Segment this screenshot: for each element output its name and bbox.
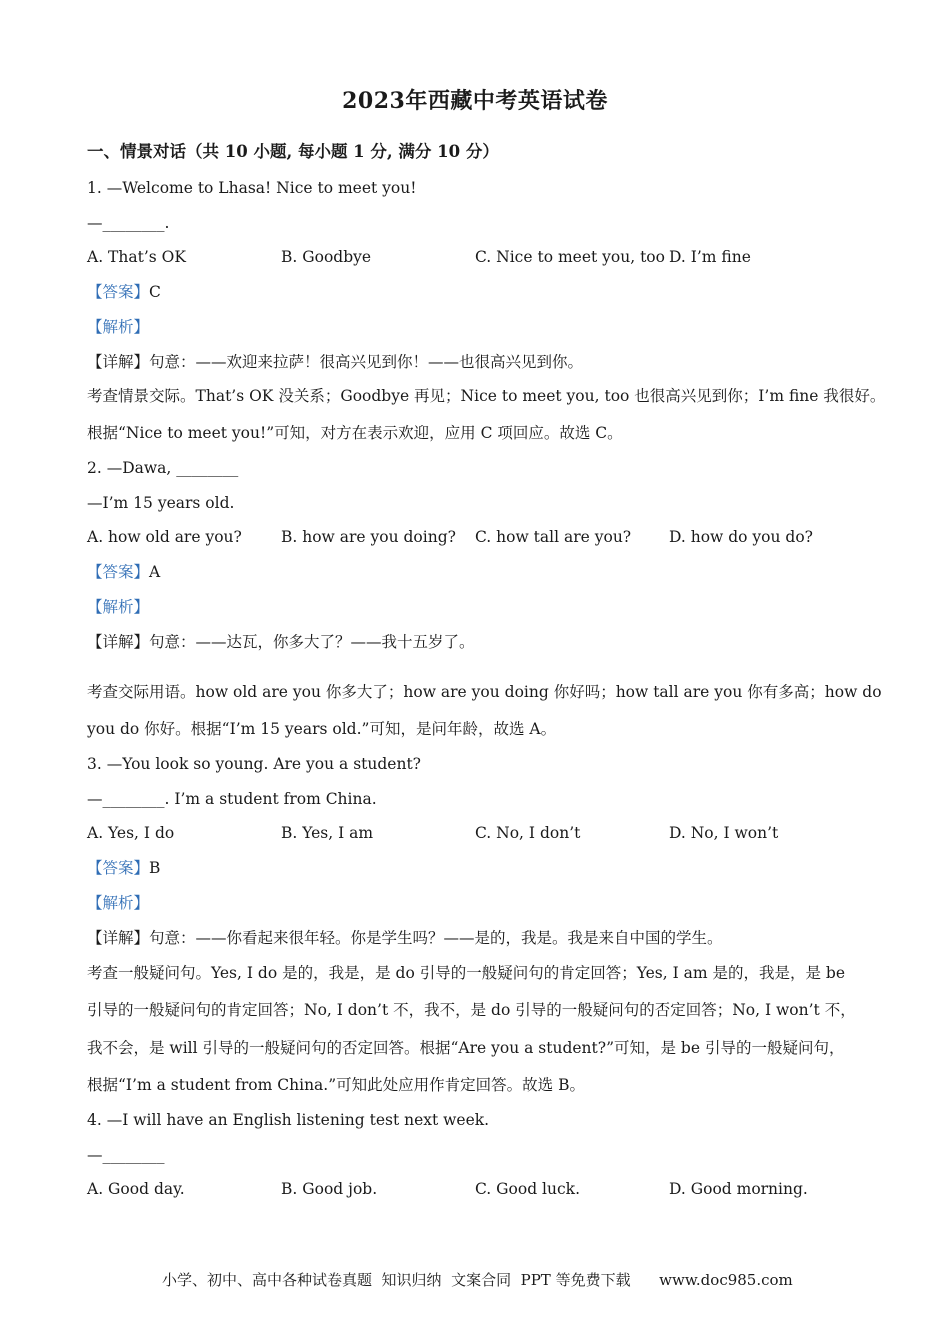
- answer-tag: 【答案】: [87, 859, 150, 877]
- question-2-detail: [87, 632, 475, 652]
- question-3-explain-line: 根据“I’m a student from China.”可知此处应用作肯定回答。故选 B。: [87, 1076, 585, 1094]
- answer-tag: 【答案】: [87, 283, 150, 301]
- question-1-explain-line: 考查情景交际。That’s OK 没关系；Goodbye 再见；Nice to meet you, too 也很高兴见到你；I’m fine 我很好。: [87, 387, 886, 405]
- answer-value: C: [149, 283, 161, 301]
- question-1-option-b: B. Goodbye: [281, 248, 372, 266]
- question-2-option-d: D. how do you do?: [669, 528, 813, 546]
- question-2-reply: —I’m 15 years old.: [87, 494, 235, 512]
- question-1-option-d: D. I’m fine: [669, 248, 751, 266]
- question-2-analysis-tag: 【解析】: [87, 598, 150, 616]
- answer-tag: 【答案】: [87, 563, 150, 581]
- question-3-explain-line: 考查一般疑问句。Yes, I do 是的，我是，是 do 引导的一般疑问句的肯定回答；Yes, I am 是的，我是，是 be: [87, 964, 846, 982]
- detail-text: 句意：——达瓦，你多大了？——我十五岁了。: [149, 633, 475, 651]
- question-1-answer: [87, 282, 161, 302]
- answer-value: B: [149, 859, 161, 877]
- question-2-option-b: B. how are you doing?: [281, 528, 456, 546]
- question-1-option-c: C. Nice to meet you, too: [475, 248, 665, 266]
- detail-tag: 【详解】: [87, 353, 150, 371]
- question-1-detail: [87, 352, 583, 372]
- question-3-stem: 3. —You look so young. Are you a student?: [87, 755, 421, 773]
- question-3-explain-line: 引导的一般疑问句的肯定回答；No, I don’t 不，我不，是 do 引导的一般疑问句的否定回答；No, I won’t 不，: [87, 1001, 856, 1019]
- detail-tag: 【详解】: [87, 633, 150, 651]
- question-2-explain-line: 考查交际用语。how old are you 你多大了；how are you doing 你好吗；how tall are you 你有多高；how do: [87, 683, 882, 701]
- question-3-option-b: B. Yes, I am: [281, 824, 374, 842]
- question-4-reply: —________: [87, 1146, 165, 1164]
- question-3-answer: [87, 858, 160, 878]
- question-1-reply: —________.: [87, 214, 170, 232]
- question-3-detail: [87, 928, 723, 948]
- question-1-analysis-tag: 【解析】: [87, 318, 150, 336]
- question-3-explain-line: 我不会，是 will 引导的一般疑问句的否定回答。根据“Are you a student?”可知，是 be 引导的一般疑问句，: [87, 1039, 845, 1057]
- page-footer: 小学、初中、高中各种试卷真题 知识归纳 文案合同 PPT 等免费下载 www.doc985.com: [162, 1271, 793, 1289]
- question-4-option-a: A. Good day.: [87, 1180, 185, 1198]
- question-3-reply: —________. I’m a student from China.: [87, 790, 377, 808]
- question-3-analysis-tag: 【解析】: [87, 894, 150, 912]
- question-2-option-a: A. how old are you?: [87, 528, 242, 546]
- question-1-explain-line: 根据“Nice to meet you!”可知，对方在表示欢迎，应用 C 项回应。故选 C。: [87, 424, 623, 442]
- question-4-option-c: C. Good luck.: [475, 1180, 580, 1198]
- section-heading: 一、情景对话（共 10 小题, 每小题 1 分, 满分 10 分）: [87, 142, 499, 161]
- question-3-option-d: D. No, I won’t: [669, 824, 779, 842]
- page-title: 2023年西藏中考英语试卷: [342, 88, 608, 114]
- question-2-stem: 2. —Dawa, ________: [87, 459, 239, 477]
- answer-value: A: [149, 563, 161, 581]
- question-4-option-b: B. Good job.: [281, 1180, 378, 1198]
- question-2-option-c: C. how tall are you?: [475, 528, 632, 546]
- detail-text: 句意：——你看起来很年轻。你是学生吗？——是的，我是。我是来自中国的学生。: [149, 929, 723, 947]
- question-4-option-d: D. Good morning.: [669, 1180, 808, 1198]
- question-1-option-a: A. That’s OK: [87, 248, 186, 266]
- detail-tag: 【详解】: [87, 929, 150, 947]
- question-3-option-a: A. Yes, I do: [87, 824, 175, 842]
- question-1-stem: 1. —Welcome to Lhasa! Nice to meet you!: [87, 179, 417, 197]
- detail-text: 句意：——欢迎来拉萨！很高兴见到你！——也很高兴见到你。: [149, 353, 584, 371]
- question-3-option-c: C. No, I don’t: [475, 824, 581, 842]
- question-4-stem: 4. —I will have an English listening test next week.: [87, 1111, 490, 1129]
- question-2-explain-line: you do 你好。根据“I’m 15 years old.”可知，是问年龄，故选 A。: [87, 720, 557, 738]
- question-2-answer: [87, 562, 160, 582]
